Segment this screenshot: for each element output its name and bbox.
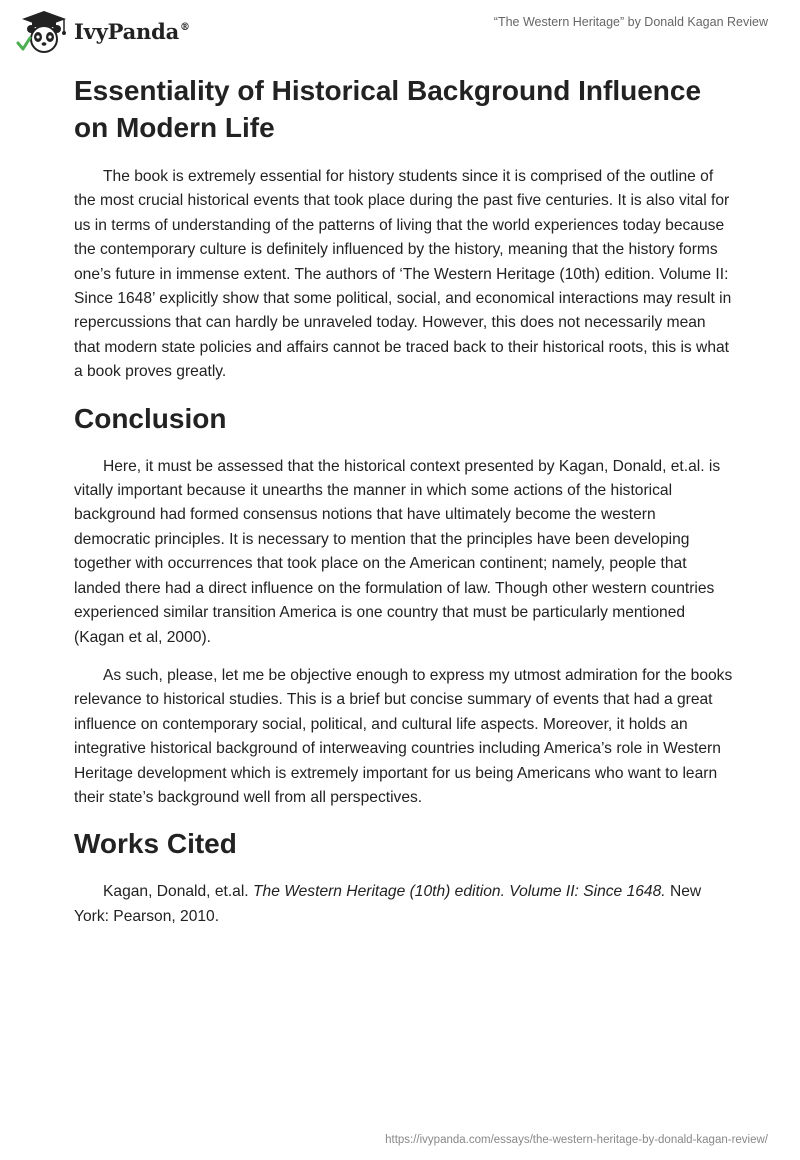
page-header: [0, 0, 800, 60]
panda-graduate-icon: [14, 8, 70, 54]
citation-title: The Western Heritage (10th) edition. Volume II: Since 1648.: [253, 883, 666, 901]
document-title: “The Western Heritage” by Donald Kagan Review: [493, 15, 768, 29]
paragraph-conclusion-2: As such, please, let me be objective enough to express my utmost admiration for the books relevance to historical studies. This is a brief but concise summary of events that had a great influence on contemporary social, political, and cultural life aspects. Moreover, it holds an integrative historical background of interweaving countries including America’s role in Western Heritage development which is extremely important for us being Americans who want to learn their state’s background well from all perspectives.: [74, 666, 733, 806]
paragraph-essentiality: The book is extremely essential for history students since it is comprised of the outline of the most crucial historical events that took place during the past five centuries. It is also vital for us in terms of understanding of the patterns of living that the world experiences today because the contemporary culture is definitely influenced by the history, meaning that the history forms one’s future in immense extent. The authors of ‘The Western Heritage (10th) edition. Volume II: Since 1648’ explicitly show that some political, social, and economical interactions may result in repercussions that can hardly be unraveled today. However, this does not necessarily mean that modern state policies and affairs cannot be traced back to their historical roots, this is what a book proves greatly.: [74, 168, 732, 381]
brand-logo[interactable]: [14, 8, 190, 54]
essay-body: [74, 72, 734, 929]
source-url[interactable]: https://ivypanda.com/essays/the-western-heritage-by-donald-kagan-review/: [385, 1134, 768, 1146]
citation-authors: Kagan, Donald, et.al.: [103, 883, 249, 901]
citation-entry: [74, 880, 734, 929]
brand-name: IvyPanda®: [74, 18, 190, 44]
paragraph-conclusion-1: Here, it must be assessed that the historical context presented by Kagan, Donald, et.al. is vitally important because it unearths the manner in which some actions of the historical background had formed consensus notions that have ultimately become the western democratic principles. It is necessary to mention that the principles have been developing together with occurrences that took place on the American continent; namely, people that landed there had a direct influence on the formulation of law. Though other western countries experienced similar transition America is one country that must be particularly mentioned (Kagan et al, 2000).: [74, 457, 721, 646]
citation-publisher: New York: Pearson, 2010.: [74, 883, 702, 925]
section-heading-works-cited: Works Cited: [74, 828, 237, 860]
section-heading-conclusion: Conclusion: [74, 402, 227, 434]
section-heading-essentiality: Essentiality of Historical Background Influence on Modern Life: [74, 75, 702, 143]
